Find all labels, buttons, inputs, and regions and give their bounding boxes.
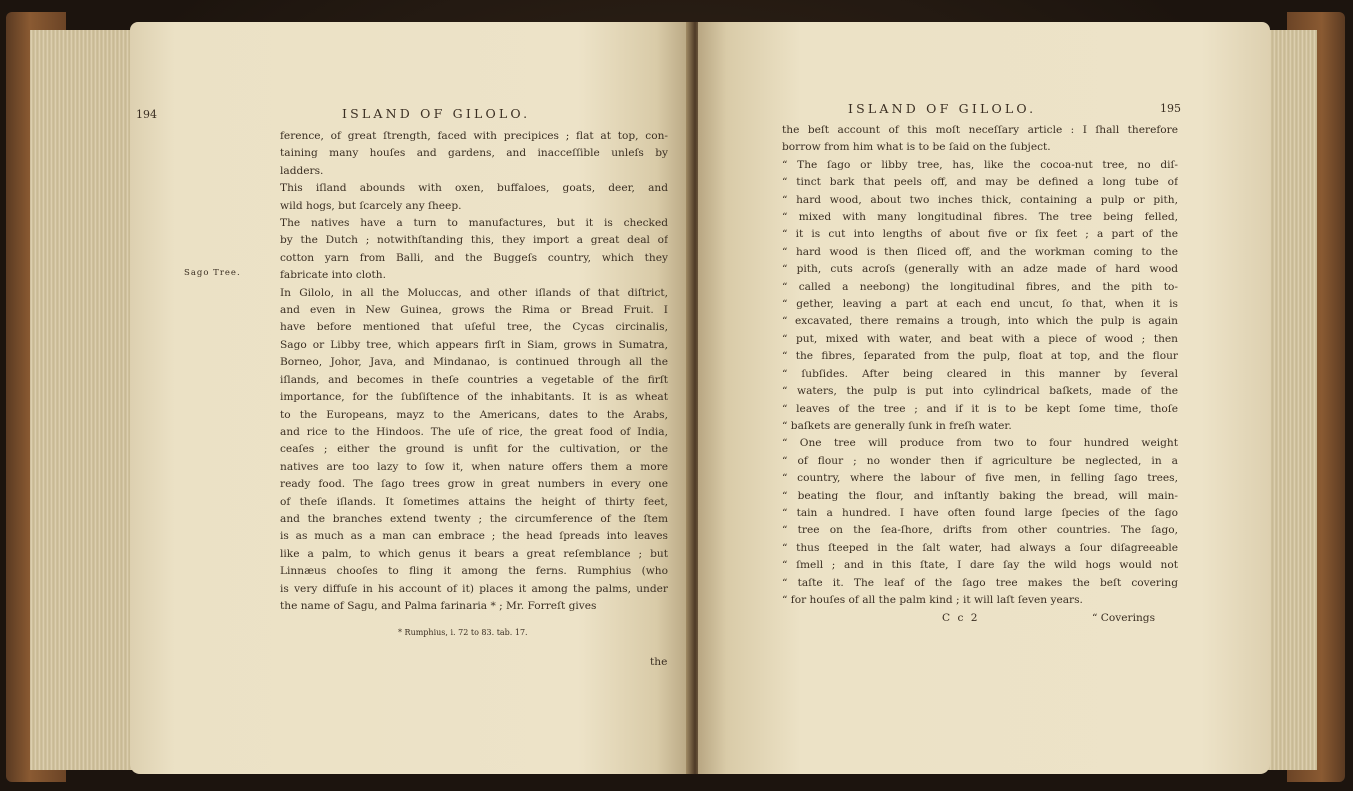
text-line: “ beating the flour, and inſtantly baking the bread, will main- xyxy=(782,489,1178,502)
text-line: ceaſes ; either the ground is unfit for the cultivation, or the xyxy=(280,443,668,456)
text-line: “ gether, leaving a part at each end uncut, ſo that, when it is xyxy=(782,298,1178,311)
text-line: “ tain a hundred. I have often found large ſpecies of the ſago xyxy=(782,506,1178,519)
text-line: taining many houſes and gardens, and inacceſſible unleſs by xyxy=(280,147,668,160)
page-number-right: 195 xyxy=(1160,102,1181,115)
text-line: ference, of great ſtrength, faced with precipices ; flat at top, con- xyxy=(280,130,668,142)
right-page xyxy=(698,22,1270,774)
text-line: “ tree on the ſea-ſhore, drifts from other countries. The ſago, xyxy=(782,524,1178,537)
text-line: “ hard wood is then ſliced off, and the workman coming to the xyxy=(782,245,1178,258)
signature-mark: C c 2 xyxy=(942,612,980,624)
text-line: the beſt account of this moſt neceſſary article : I ſhall therefore xyxy=(782,124,1178,136)
text-line: “ ſubſides. After being cleared in this manner by ſeveral xyxy=(782,367,1178,380)
text-line: Linnæus chooſes to fling it among the ferns. Rumphius (who xyxy=(280,565,668,578)
text-line: “ country, where the labour of five men, in felling ſago trees, xyxy=(782,472,1178,485)
text-line: of theſe iſlands. It ſometimes attains the height of thirty feet, xyxy=(280,495,668,508)
text-line: and even in New Guinea, grows the Rima or Bread Fruit. I xyxy=(280,304,668,317)
text-line: and rice to the Hindoos. The uſe of rice, the great food of India, xyxy=(280,425,668,438)
left-page xyxy=(130,22,690,774)
text-line: like a palm, to which genus it bears a great reſemblance ; but xyxy=(280,547,668,560)
text-line: “ baſkets are generally ſunk in freſh water. xyxy=(782,419,1012,432)
catchword-left: the xyxy=(650,656,668,668)
text-line: “ of flour ; no wonder then if agriculture be neglected, in a xyxy=(782,454,1178,467)
text-line: and the branches extend twenty ; the circumference of the ſtem xyxy=(280,512,668,525)
text-line: “ for houſes of all the palm kind ; it will laſt ſeven years. xyxy=(782,593,1083,606)
text-line: In Gilolo, in all the Moluccas, and other iſlands of that diſtrict, xyxy=(280,286,668,299)
text-line: borrow from him what is to be ſaid on the ſubject. xyxy=(782,141,1051,154)
catchword-right: “ Coverings xyxy=(1092,612,1156,624)
text-line: “ taſte it. The leaf of the ſago tree makes the beſt covering xyxy=(782,576,1178,589)
text-line: “ put, mixed with water, and beat with a piece of wood ; then xyxy=(782,332,1178,345)
text-line: “ it is cut into lengths of about five or ſix feet ; a part of the xyxy=(782,228,1178,241)
text-line: “ pith, cuts acroſs (generally with an adze made of hard wood xyxy=(782,263,1178,276)
right-page-body xyxy=(782,122,1178,609)
text-line: ladders. xyxy=(280,164,324,177)
text-line: “ hard wood, about two inches thick, containing a pulp or pith, xyxy=(782,193,1178,206)
text-line: by the Dutch ; notwithſtanding this, they import a great deal of xyxy=(280,234,668,247)
text-line: “ tinct bark that peels off, and may be defined a long tube of xyxy=(782,176,1178,189)
text-line: This iſland abounds with oxen, buffaloes, goats, deer, and xyxy=(280,182,668,195)
footnote-rumphius: * Rumphius, i. 72 to 83. tab. 17. xyxy=(398,628,528,637)
text-line: ready food. The ſago trees grow in great numbers in every one xyxy=(280,478,668,491)
text-line: The natives have a turn to manufactures, but it is checked xyxy=(280,217,668,230)
text-line: “ called a neebong) the longitudinal fibres, and the pith to- xyxy=(782,280,1178,293)
text-line: cotton yarn from Balli, and the Buggeſs country, which they xyxy=(280,251,668,264)
text-line: “ excavated, there remains a trough, into which the pulp is again xyxy=(782,315,1178,328)
text-line: “ waters, the pulp is put into cylindrical baſkets, made of the xyxy=(782,385,1178,398)
text-line: iſlands, and becomes in theſe countries a vegetable of the firſt xyxy=(280,373,668,386)
text-line: “ the fibres, ſeparated from the pulp, float at top, and the flour xyxy=(782,350,1178,363)
text-line: “ The ſago or libby tree, has, like the cocoa-nut tree, no diſ- xyxy=(782,158,1178,171)
text-line: “ One tree will produce from two to four hundred weight xyxy=(782,437,1178,450)
running-head-right: ISLAND OF GILOLO. xyxy=(848,101,1037,116)
text-line: have before mentioned that uſeful tree, the Cycas circinalis, xyxy=(280,321,668,334)
text-line: is very diffuſe in his account of it) places it among the palms, under xyxy=(280,582,668,595)
text-line: wild hogs, but ſcarcely any ſheep. xyxy=(280,199,462,212)
text-line: “ mixed with many longitudinal fibres. The tree being felled, xyxy=(782,211,1178,224)
running-head-left: ISLAND OF GILOLO. xyxy=(342,106,531,121)
text-line: natives are too lazy to ſow it, when nature offers them a more xyxy=(280,460,668,473)
margin-note-sago-tree: Sago Tree. xyxy=(184,268,241,278)
text-line: fabricate into cloth. xyxy=(280,269,386,282)
text-line: Sago or Libby tree, which appears firſt in Siam, grows in Sumatra, xyxy=(280,338,668,351)
text-line: “ thus ſteeped in the ſalt water, had always a ſour diſagreeable xyxy=(782,541,1178,554)
text-line: the name of Sagu, and Palma farinaria * ; Mr. Forreſt gives xyxy=(280,599,597,612)
left-page-body xyxy=(280,128,668,615)
text-line: to the Europeans, mayz to the Americans, dates to the Arabs, xyxy=(280,408,668,421)
text-line: “ leaves of the tree ; and if it is to be kept ſome time, thoſe xyxy=(782,402,1178,415)
text-line: is as much as a man can embrace ; the head ſpreads into leaves xyxy=(280,530,668,543)
text-line: Borneo, Johor, Java, and Mindanao, is continued through all the xyxy=(280,356,668,369)
page-edges-left xyxy=(30,30,140,770)
page-number-left: 194 xyxy=(136,108,157,121)
text-line: importance, for the ſubſiſtence of the inhabitants. It is as wheat xyxy=(280,391,668,404)
text-line: “ ſmell ; and in this ſtate, I dare ſay the wild hogs would not xyxy=(782,559,1178,572)
